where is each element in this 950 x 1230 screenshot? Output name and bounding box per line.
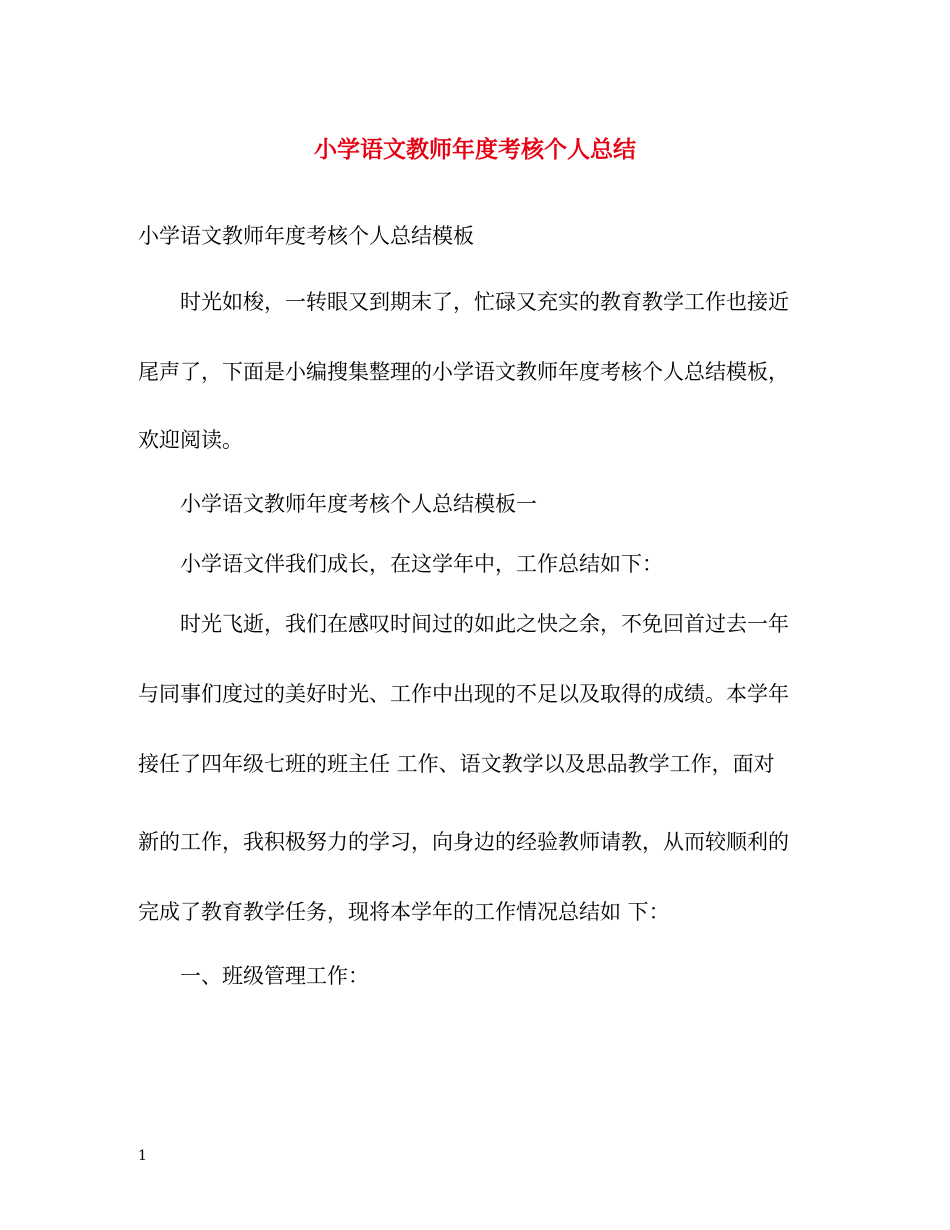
body-line-2: 与同事们度过的美好时光、工作中出现的不足以及取得的成绩。本学年 — [138, 682, 789, 706]
intro-line-3: 欢迎阅读。 — [138, 428, 243, 452]
intro-line-1: 时光如梭，一转眼又到期末了，忙碌又充实的教育教学工作也接近 — [180, 290, 789, 314]
body-line-3: 接任了四年级七班的班主任 工作、语文教学以及思品教学工作，面对 — [138, 752, 775, 776]
part-one-heading: 一、班级管理工作： — [180, 964, 369, 988]
body-line-4: 新的工作，我积极努力的学习，向身边的经验教师请教，从而较顺利的 — [138, 830, 789, 854]
document-title: 小学语文教师年度考核个人总结 — [314, 136, 636, 163]
page-number: 1 — [138, 1148, 147, 1164]
body-line-1: 时光飞逝，我们在感叹时间过的如此之快之余，不免回首过去一年 — [180, 612, 789, 636]
body-line-5: 完成了教育教学任务，现将本学年的工作情况总结如 下： — [138, 900, 670, 924]
section-heading: 小学语文教师年度考核个人总结模板一 — [180, 492, 537, 516]
document-subtitle: 小学语文教师年度考核个人总结模板 — [138, 224, 474, 248]
intro-line-2: 尾声了，下面是小编搜集整理的小学语文教师年度考核个人总结模板， — [138, 360, 789, 384]
section-intro: 小学语文伴我们成长，在这学年中，工作总结如下： — [180, 552, 663, 576]
